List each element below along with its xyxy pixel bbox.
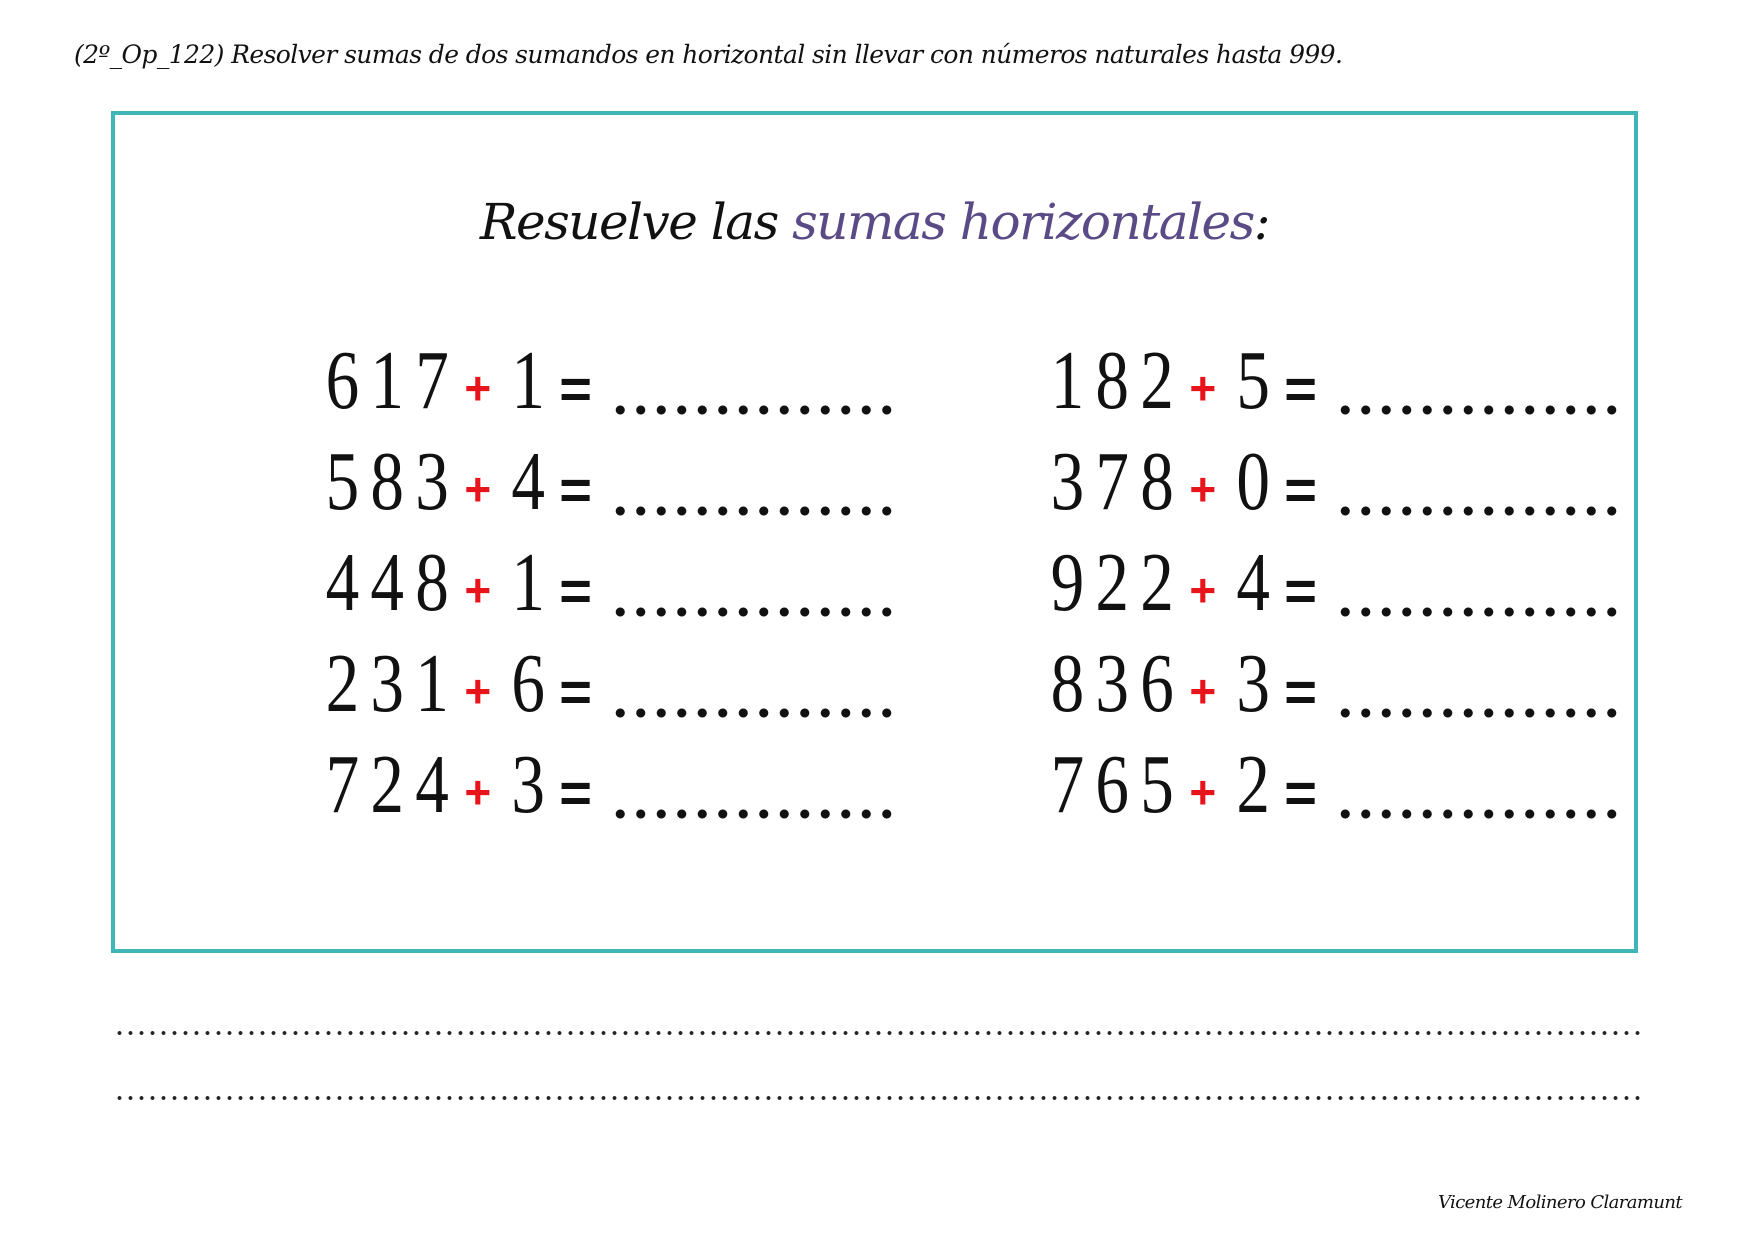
plus-sign: + [1189, 463, 1217, 515]
addend-1: 182 [1051, 334, 1186, 427]
sum-row [900, 626, 1620, 730]
equals-sign: = [559, 660, 592, 723]
addend-2: 1 [511, 536, 546, 629]
addend-1: 765 [1051, 738, 1186, 831]
sum-row [175, 626, 895, 730]
addend-2: 3 [1236, 637, 1271, 730]
answer-blank[interactable] [1335, 403, 1620, 417]
addend-2: 6 [511, 637, 546, 730]
addend-2: 5 [1236, 334, 1271, 427]
answer-blank[interactable] [1335, 605, 1620, 619]
exercise-title [115, 193, 1634, 251]
title-accent: sumas horizontales [792, 193, 1254, 251]
answer-blank[interactable] [610, 605, 895, 619]
addend-2: 4 [511, 435, 546, 528]
addend-2: 4 [1236, 536, 1271, 629]
worksheet-code: (2º_Op_122) [74, 40, 224, 69]
addend-2: 3 [511, 738, 546, 831]
plus-sign: + [464, 665, 492, 717]
addend-1: 583 [326, 435, 461, 528]
addend-2: 1 [511, 334, 546, 427]
addend-1: 724 [326, 738, 461, 831]
answer-blank[interactable] [610, 706, 895, 720]
plus-sign: + [1189, 362, 1217, 414]
plus-sign: + [1189, 766, 1217, 818]
worksheet-description: Resolver sumas de dos sumandos en horizontal sin llevar con números naturales hasta 999. [231, 40, 1343, 69]
equals-sign: = [1284, 660, 1317, 723]
answer-blank[interactable] [610, 807, 895, 821]
plus-sign: + [1189, 564, 1217, 616]
title-prefix: Resuelve las [479, 193, 778, 251]
equals-sign: = [1284, 559, 1317, 622]
sum-row [900, 323, 1620, 427]
answer-blank[interactable] [1335, 504, 1620, 518]
equals-sign: = [559, 458, 592, 521]
title-suffix: : [1253, 193, 1270, 251]
author-credit: Vicente Molinero Claramunt [1437, 1192, 1682, 1213]
equals-sign: = [1284, 761, 1317, 824]
equals-sign: = [1284, 357, 1317, 420]
equals-sign: = [1284, 458, 1317, 521]
answer-blank[interactable] [1335, 807, 1620, 821]
addend-1: 448 [326, 536, 461, 629]
addend-2: 2 [1236, 738, 1271, 831]
addend-1: 231 [326, 637, 461, 730]
sum-row [900, 525, 1620, 629]
plus-sign: + [464, 362, 492, 414]
worksheet-instruction [74, 40, 1342, 69]
plus-sign: + [464, 564, 492, 616]
sum-row [175, 323, 895, 427]
equals-sign: = [559, 761, 592, 824]
answer-blank[interactable] [610, 504, 895, 518]
addend-1: 617 [326, 334, 461, 427]
addend-1: 836 [1051, 637, 1186, 730]
sum-row [175, 424, 895, 528]
addend-1: 922 [1051, 536, 1186, 629]
writing-line[interactable] [114, 1030, 1644, 1036]
sum-row [175, 727, 895, 831]
exercise-box [111, 111, 1638, 953]
sum-row [900, 424, 1620, 528]
sum-row [900, 727, 1620, 831]
plus-sign: + [464, 463, 492, 515]
plus-sign: + [1189, 665, 1217, 717]
addend-1: 378 [1051, 435, 1186, 528]
plus-sign: + [464, 766, 492, 818]
addend-2: 0 [1236, 435, 1271, 528]
equals-sign: = [559, 357, 592, 420]
answer-blank[interactable] [610, 403, 895, 417]
writing-line[interactable] [114, 1095, 1644, 1101]
answer-blank[interactable] [1335, 706, 1620, 720]
sum-row [175, 525, 895, 629]
equals-sign: = [559, 559, 592, 622]
